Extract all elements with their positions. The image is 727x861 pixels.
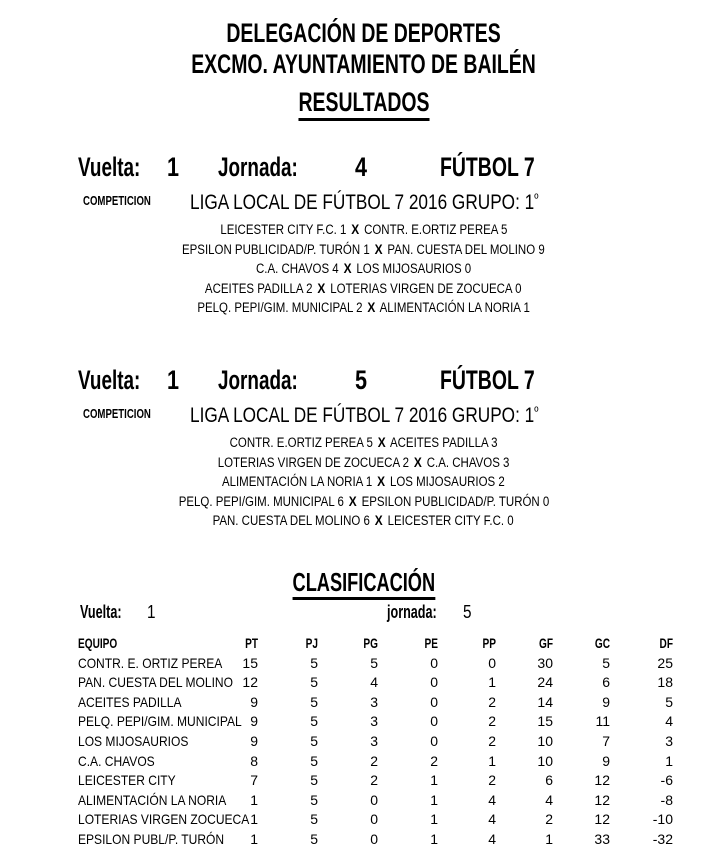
standings-cell-pe: 1 [430, 811, 438, 828]
column-header-gc: GC [594, 635, 610, 651]
match-list [0, 433, 727, 531]
match-home: LEICESTER CITY F.C. 1 [219, 222, 350, 237]
standings-cell-gf: 15 [537, 713, 553, 730]
match-result-line [0, 298, 727, 318]
standings-team-name: CONTR. E. ORTIZ PEREA [78, 654, 223, 671]
jornada-value: 5 [355, 365, 368, 395]
match-away: ALIMENTACIÓN LA NORIA 1 [376, 300, 530, 315]
match-away: PAN. CUESTA DEL MOLINO 9 [384, 241, 545, 257]
match-home: PELQ. PEPI/GIM. MUNICIPAL 2 [197, 300, 366, 315]
standings-cell-pe: 1 [430, 830, 438, 847]
match-home: EPSILON PUBLICIDAD/P. TURÓN 1 [182, 241, 374, 257]
clasificacion-heading-wrap [0, 568, 727, 600]
match-away: EPSILON PUBLICIDAD/P. TURÓN 0 [357, 493, 549, 509]
standings-cell-pp: 4 [488, 811, 496, 828]
standings-cell-pp: 2 [488, 732, 496, 749]
standings-cell-pt: 1 [250, 791, 258, 808]
standings-table [0, 634, 727, 850]
standings-cell-gf: 6 [545, 772, 553, 789]
standings-cell-pe: 0 [430, 732, 438, 749]
column-header-pe: PE [424, 635, 438, 651]
standings-cell-pj: 5 [310, 752, 318, 769]
standings-cell-pg: 3 [370, 732, 378, 749]
standings-cell-pg: 0 [370, 811, 378, 828]
match-result-line [0, 453, 727, 473]
match-home: C.A. CHAVOS 4 [255, 261, 342, 276]
match-away: LEICESTER CITY F.C. 0 [384, 513, 515, 528]
standings-cell-pe: 2 [430, 752, 438, 769]
match-separator: X [343, 260, 352, 276]
match-away: LOTERIAS VIRGEN DE ZOCUECA 0 [327, 280, 522, 296]
standings-cell-pj: 5 [310, 713, 318, 730]
match-home: ALIMENTACIÓN LA NORIA 1 [222, 474, 376, 489]
standings-cell-df: -10 [652, 811, 673, 828]
standings-team-name: LEICESTER CITY [78, 772, 176, 789]
standings-cell-gc: 12 [594, 772, 610, 789]
column-header-pj: PJ [305, 635, 318, 651]
sport-label: FÚTBOL 7 [440, 365, 535, 395]
standings-cell-gf: 1 [545, 830, 553, 847]
vuelta-value: 1 [167, 152, 180, 182]
standings-cell-pt: 7 [250, 772, 258, 789]
standings-cell-df: -8 [660, 791, 673, 808]
standings-cell-gf: 4 [545, 791, 553, 808]
match-home: ACEITES PADILLA 2 [205, 280, 316, 296]
match-away: CONTR. E.ORTIZ PEREA 5 [360, 222, 508, 237]
standings-cell-df: -32 [652, 830, 673, 847]
standings-cell-gf: 14 [537, 693, 553, 710]
standings-cell-pp: 2 [488, 693, 496, 710]
standings-cell-pp: 0 [488, 654, 496, 671]
standings-header-row [0, 634, 727, 654]
clasificacion-vuelta-value: 1 [147, 602, 156, 622]
table-row [0, 712, 727, 732]
standings-cell-pe: 0 [430, 693, 438, 710]
match-separator: X [350, 221, 359, 237]
standings-cell-pj: 5 [310, 830, 318, 847]
results-heading: RESULTADOS [298, 87, 429, 121]
column-header-equipo: EQUIPO [78, 635, 118, 651]
table-row [0, 732, 727, 752]
match-away: LOS MIJOSAURIOS 2 [386, 474, 505, 489]
standings-cell-pj: 5 [310, 811, 318, 828]
standings-cell-pj: 5 [310, 674, 318, 691]
jornada-block [0, 365, 727, 531]
standings-cell-pe: 0 [430, 674, 438, 691]
standings-team-name: ALIMENTACIÓN LA NORIA [78, 791, 227, 808]
match-home: PAN. CUESTA DEL MOLINO 6 [212, 513, 374, 528]
column-header-df: DF [659, 635, 673, 651]
standings-team-name: C.A. CHAVOS [78, 752, 155, 769]
standings-cell-gc: 12 [594, 791, 610, 808]
standings-cell-pp: 1 [488, 674, 496, 691]
standings-team-name: LOTERIAS VIRGEN ZOCUECA [78, 811, 250, 828]
competicion-name: LIGA LOCAL DE FÚTBOL 7 2016 GRUPO: $1^º$ [190, 403, 539, 427]
match-result-line [0, 259, 727, 279]
column-header-pg: PG [363, 635, 378, 651]
match-separator: X [374, 240, 383, 257]
standings-cell-gc: 6 [602, 674, 610, 691]
standings-cell-pt: 9 [250, 693, 258, 710]
org-title-line-1: DELEGACIÓN DE DEPORTES [226, 18, 501, 48]
table-row [0, 752, 727, 772]
standings-cell-pg: 3 [370, 693, 378, 710]
clasificacion-jornada-value: 5 [463, 602, 472, 622]
standings-cell-pg: 2 [370, 752, 378, 769]
standings-cell-df: 18 [657, 674, 673, 691]
match-result-line [0, 433, 727, 453]
vuelta-label: Vuelta: [78, 152, 141, 182]
table-row [0, 771, 727, 791]
match-result-line [0, 240, 727, 260]
standings-cell-pe: 1 [430, 772, 438, 789]
standings-cell-gc: 33 [594, 830, 610, 847]
standings-cell-pp: 1 [488, 752, 496, 769]
standings-cell-gf: 24 [537, 674, 553, 691]
standings-cell-pg: 5 [370, 654, 378, 671]
table-row [0, 810, 727, 830]
jornada-label: Jornada: [218, 365, 298, 395]
standings-cell-pg: 4 [370, 674, 378, 691]
competicion-name: LIGA LOCAL DE FÚTBOL 7 2016 GRUPO: $1^º$ [190, 190, 539, 214]
standings-cell-pe: 1 [430, 791, 438, 808]
standings-cell-pt: 1 [250, 811, 258, 828]
standings-cell-pt: 9 [250, 732, 258, 749]
standings-cell-pj: 5 [310, 791, 318, 808]
match-result-line [0, 511, 727, 531]
jornada-header-row [0, 152, 727, 186]
standings-cell-pp: 4 [488, 791, 496, 808]
org-title-line-2: EXCMO. AYUNTAMIENTO DE BAILÉN [191, 49, 536, 79]
jornada-label: Jornada: [218, 152, 298, 182]
match-separator: X [367, 299, 376, 315]
standings-cell-pe: 0 [430, 654, 438, 671]
standings-cell-gf: 30 [537, 654, 553, 671]
standings-cell-gf: 10 [537, 732, 553, 749]
match-separator: X [377, 434, 386, 450]
table-row [0, 791, 727, 811]
match-separator: X [377, 473, 386, 489]
standings-team-name: PAN. CUESTA DEL MOLINO [78, 674, 234, 691]
standings-cell-df: -6 [660, 772, 673, 789]
table-row [0, 830, 727, 850]
jornada-block [0, 152, 727, 318]
standings-cell-gc: 12 [594, 811, 610, 828]
column-header-gf: GF [538, 635, 553, 651]
standings-cell-gc: 5 [602, 654, 610, 671]
standings-cell-pt: 15 [242, 654, 258, 671]
standings-cell-pg: 0 [370, 791, 378, 808]
standings-cell-pp: 2 [488, 772, 496, 789]
standings-cell-pg: 2 [370, 772, 378, 789]
competicion-label: COMPETICION [83, 406, 151, 421]
document-header [0, 18, 727, 121]
match-list [0, 220, 727, 318]
standings-team-name: ACEITES PADILLA [78, 693, 182, 710]
vuelta-value: 1 [167, 365, 180, 395]
column-header-pp: PP [482, 635, 496, 651]
clasificacion-section [0, 568, 727, 850]
match-home: LOTERIAS VIRGEN DE ZOCUECA 2 [217, 454, 413, 470]
standings-team-name: EPSILON PUBL/P. TURÓN [78, 830, 225, 847]
standings-cell-pe: 0 [430, 713, 438, 730]
standings-cell-pp: 2 [488, 713, 496, 730]
standings-cell-pg: 3 [370, 713, 378, 730]
match-result-line [0, 472, 727, 492]
standings-cell-gf: 2 [545, 811, 553, 828]
standings-cell-gc: 9 [602, 693, 610, 710]
match-home: PELQ. PEPI/GIM. MUNICIPAL 6 [178, 493, 347, 509]
standings-team-name: PELQ. PEPI/GIM. MUNICIPAL [78, 713, 242, 730]
match-away: ACEITES PADILLA 3 [387, 435, 498, 450]
standings-cell-gc: 9 [602, 752, 610, 769]
table-row [0, 693, 727, 713]
table-row [0, 673, 727, 693]
standings-cell-pp: 4 [488, 830, 496, 847]
standings-cell-df: 4 [665, 713, 673, 730]
standings-cell-gf: 10 [537, 752, 553, 769]
standings-cell-pj: 5 [310, 654, 318, 671]
standings-cell-df: 5 [665, 693, 673, 710]
standings-cell-df: 3 [665, 732, 673, 749]
column-header-pt: PT [245, 635, 258, 651]
standings-cell-pj: 5 [310, 732, 318, 749]
standings-cell-pt: 1 [250, 830, 258, 847]
match-separator: X [348, 492, 357, 509]
standings-body [0, 654, 727, 850]
match-home: CONTR. E.ORTIZ PEREA 5 [229, 435, 376, 450]
match-result-line [0, 220, 727, 240]
standings-cell-pj: 5 [310, 693, 318, 710]
match-result-line [0, 492, 727, 512]
clasificacion-vuelta-label: Vuelta: [80, 602, 122, 622]
match-result-line [0, 279, 727, 299]
standings-cell-pj: 5 [310, 772, 318, 789]
standings-cell-pt: 8 [250, 752, 258, 769]
match-away: LOS MIJOSAURIOS 0 [353, 261, 472, 276]
jornada-value: 4 [355, 152, 368, 182]
standings-cell-gc: 11 [595, 713, 610, 730]
standings-cell-pt: 12 [242, 674, 258, 691]
standings-cell-pt: 9 [250, 713, 258, 730]
match-separator: X [317, 279, 326, 296]
standings-cell-df: 1 [665, 752, 673, 769]
table-row [0, 654, 727, 674]
competicion-label: COMPETICION [83, 193, 151, 208]
competicion-row [0, 399, 727, 429]
standings-team-name: LOS MIJOSAURIOS [78, 732, 189, 749]
jornada-header-row [0, 365, 727, 399]
match-away: C.A. CHAVOS 3 [423, 454, 510, 470]
standings-cell-df: 25 [657, 654, 673, 671]
match-separator: X [413, 453, 422, 470]
clasificacion-heading: CLASIFICACIÓN [292, 568, 435, 600]
clasificacion-jornada-label: jornada: [387, 602, 437, 622]
standings-cell-pg: 0 [370, 830, 378, 847]
sport-label: FÚTBOL 7 [440, 152, 535, 182]
standings-cell-gc: 7 [602, 732, 610, 749]
competicion-row [0, 186, 727, 216]
vuelta-label: Vuelta: [78, 365, 141, 395]
clasificacion-meta-row [0, 602, 727, 628]
match-separator: X [375, 512, 384, 528]
